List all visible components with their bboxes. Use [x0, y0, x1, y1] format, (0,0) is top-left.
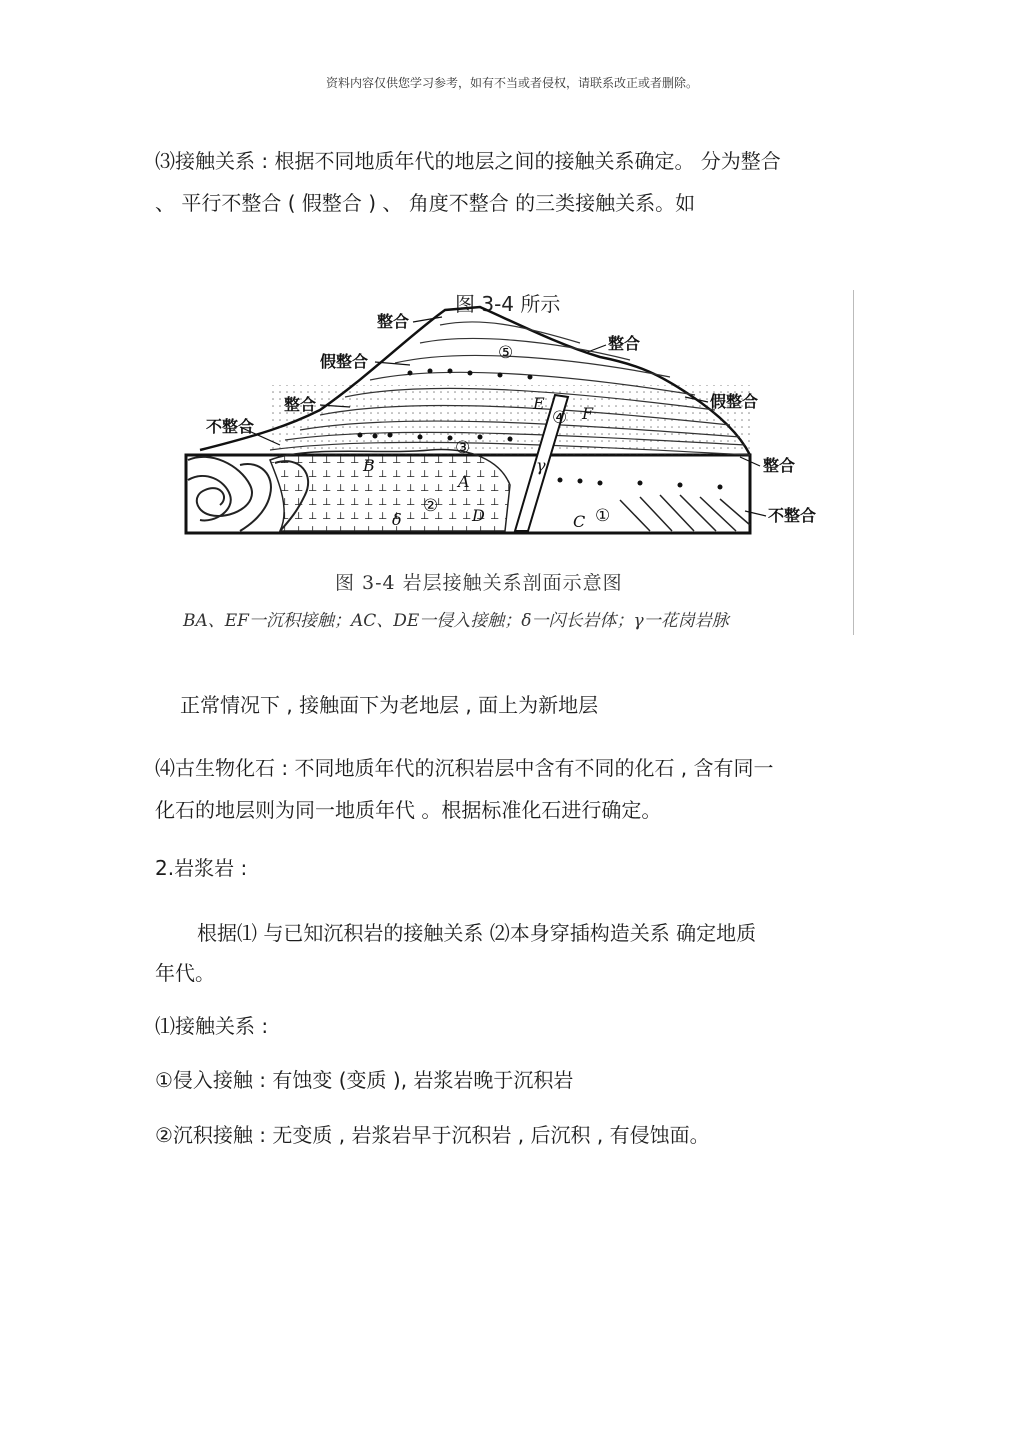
letter-E: E — [533, 394, 545, 413]
label-zhenghe-top: 整合 — [377, 312, 410, 331]
figure-legend: BA、EF一沉积接触；AC、DE一侵入接触；δ一闪长岩体；γ一花岗岩脉 — [183, 611, 729, 631]
circled-3: ③ — [455, 438, 471, 458]
circled-1: ① — [595, 506, 611, 526]
letter-A: A — [458, 472, 470, 491]
label-buzhenghe-left: 不整合 — [206, 417, 255, 436]
label-jiazhenghe-right: 假整合 — [710, 392, 759, 411]
letter-D: D — [472, 506, 485, 525]
label-zhenghe-lower-right: 整合 — [763, 456, 796, 475]
para-fossil-line2: 化石的地层则为同一地质年代 。根据标准化石进行确定。 — [155, 798, 662, 822]
letter-B: B — [363, 456, 375, 475]
label-buzhenghe-right: 不整合 — [768, 506, 817, 525]
figure-reference: 图 3-4 所示 — [455, 292, 561, 316]
page-header: 资料内容仅供您学习参考，如有不当或者侵权，请联系改正或者删除。 — [325, 76, 698, 90]
label-jiazhenghe-left: 假整合 — [320, 352, 369, 371]
circled-4: ④ — [552, 408, 568, 428]
item-intrusive-contact: ①侵入接触 : 有蚀变 (变质 ), 岩浆岩晚于沉积岩 — [155, 1068, 574, 1092]
para-normal: 正常情况下 , 接触面下为老地层 , 面上为新地层 — [180, 693, 599, 717]
figure-title: 图 3-4 岩层接触关系剖面示意图 — [335, 572, 623, 594]
para-contact-line1: ⑶接触关系 : 根据不同地质年代的地层之间的接触关系确定。 分为整合 — [155, 149, 781, 173]
label-zhenghe-right: 整合 — [608, 334, 641, 353]
label-zhenghe-left: 整合 — [284, 395, 317, 414]
item-sedimentary-contact: ②沉积接触 : 无变质 , 岩浆岩早于沉积岩 , 后沉积 , 有侵蚀面。 — [155, 1123, 710, 1147]
circled-5: ⑤ — [498, 343, 514, 363]
para-fossil-line1: ⑷古生物化石 : 不同地质年代的沉积岩层中含有不同的化石 , 含有同一 — [155, 756, 774, 780]
letter-C: C — [573, 512, 586, 531]
para-basis-line1: 根据⑴ 与已知沉积岩的接触关系 ⑵本身穿插构造关系 确定地质 — [197, 921, 757, 945]
heading-igneous: 2.岩浆岩 : — [155, 856, 248, 880]
para-contact-line2: 、 平行不整合 ( 假整合 ) 、 角度不整合 的三类接触关系。如 — [155, 191, 696, 215]
para-basis-line2: 年代。 — [155, 961, 215, 985]
circled-2: ② — [423, 496, 439, 516]
letter-delta: δ — [392, 510, 402, 529]
letter-gamma: γ — [536, 456, 546, 475]
letter-F: F — [582, 404, 594, 423]
contact-heading: ⑴接触关系 : — [155, 1014, 269, 1038]
